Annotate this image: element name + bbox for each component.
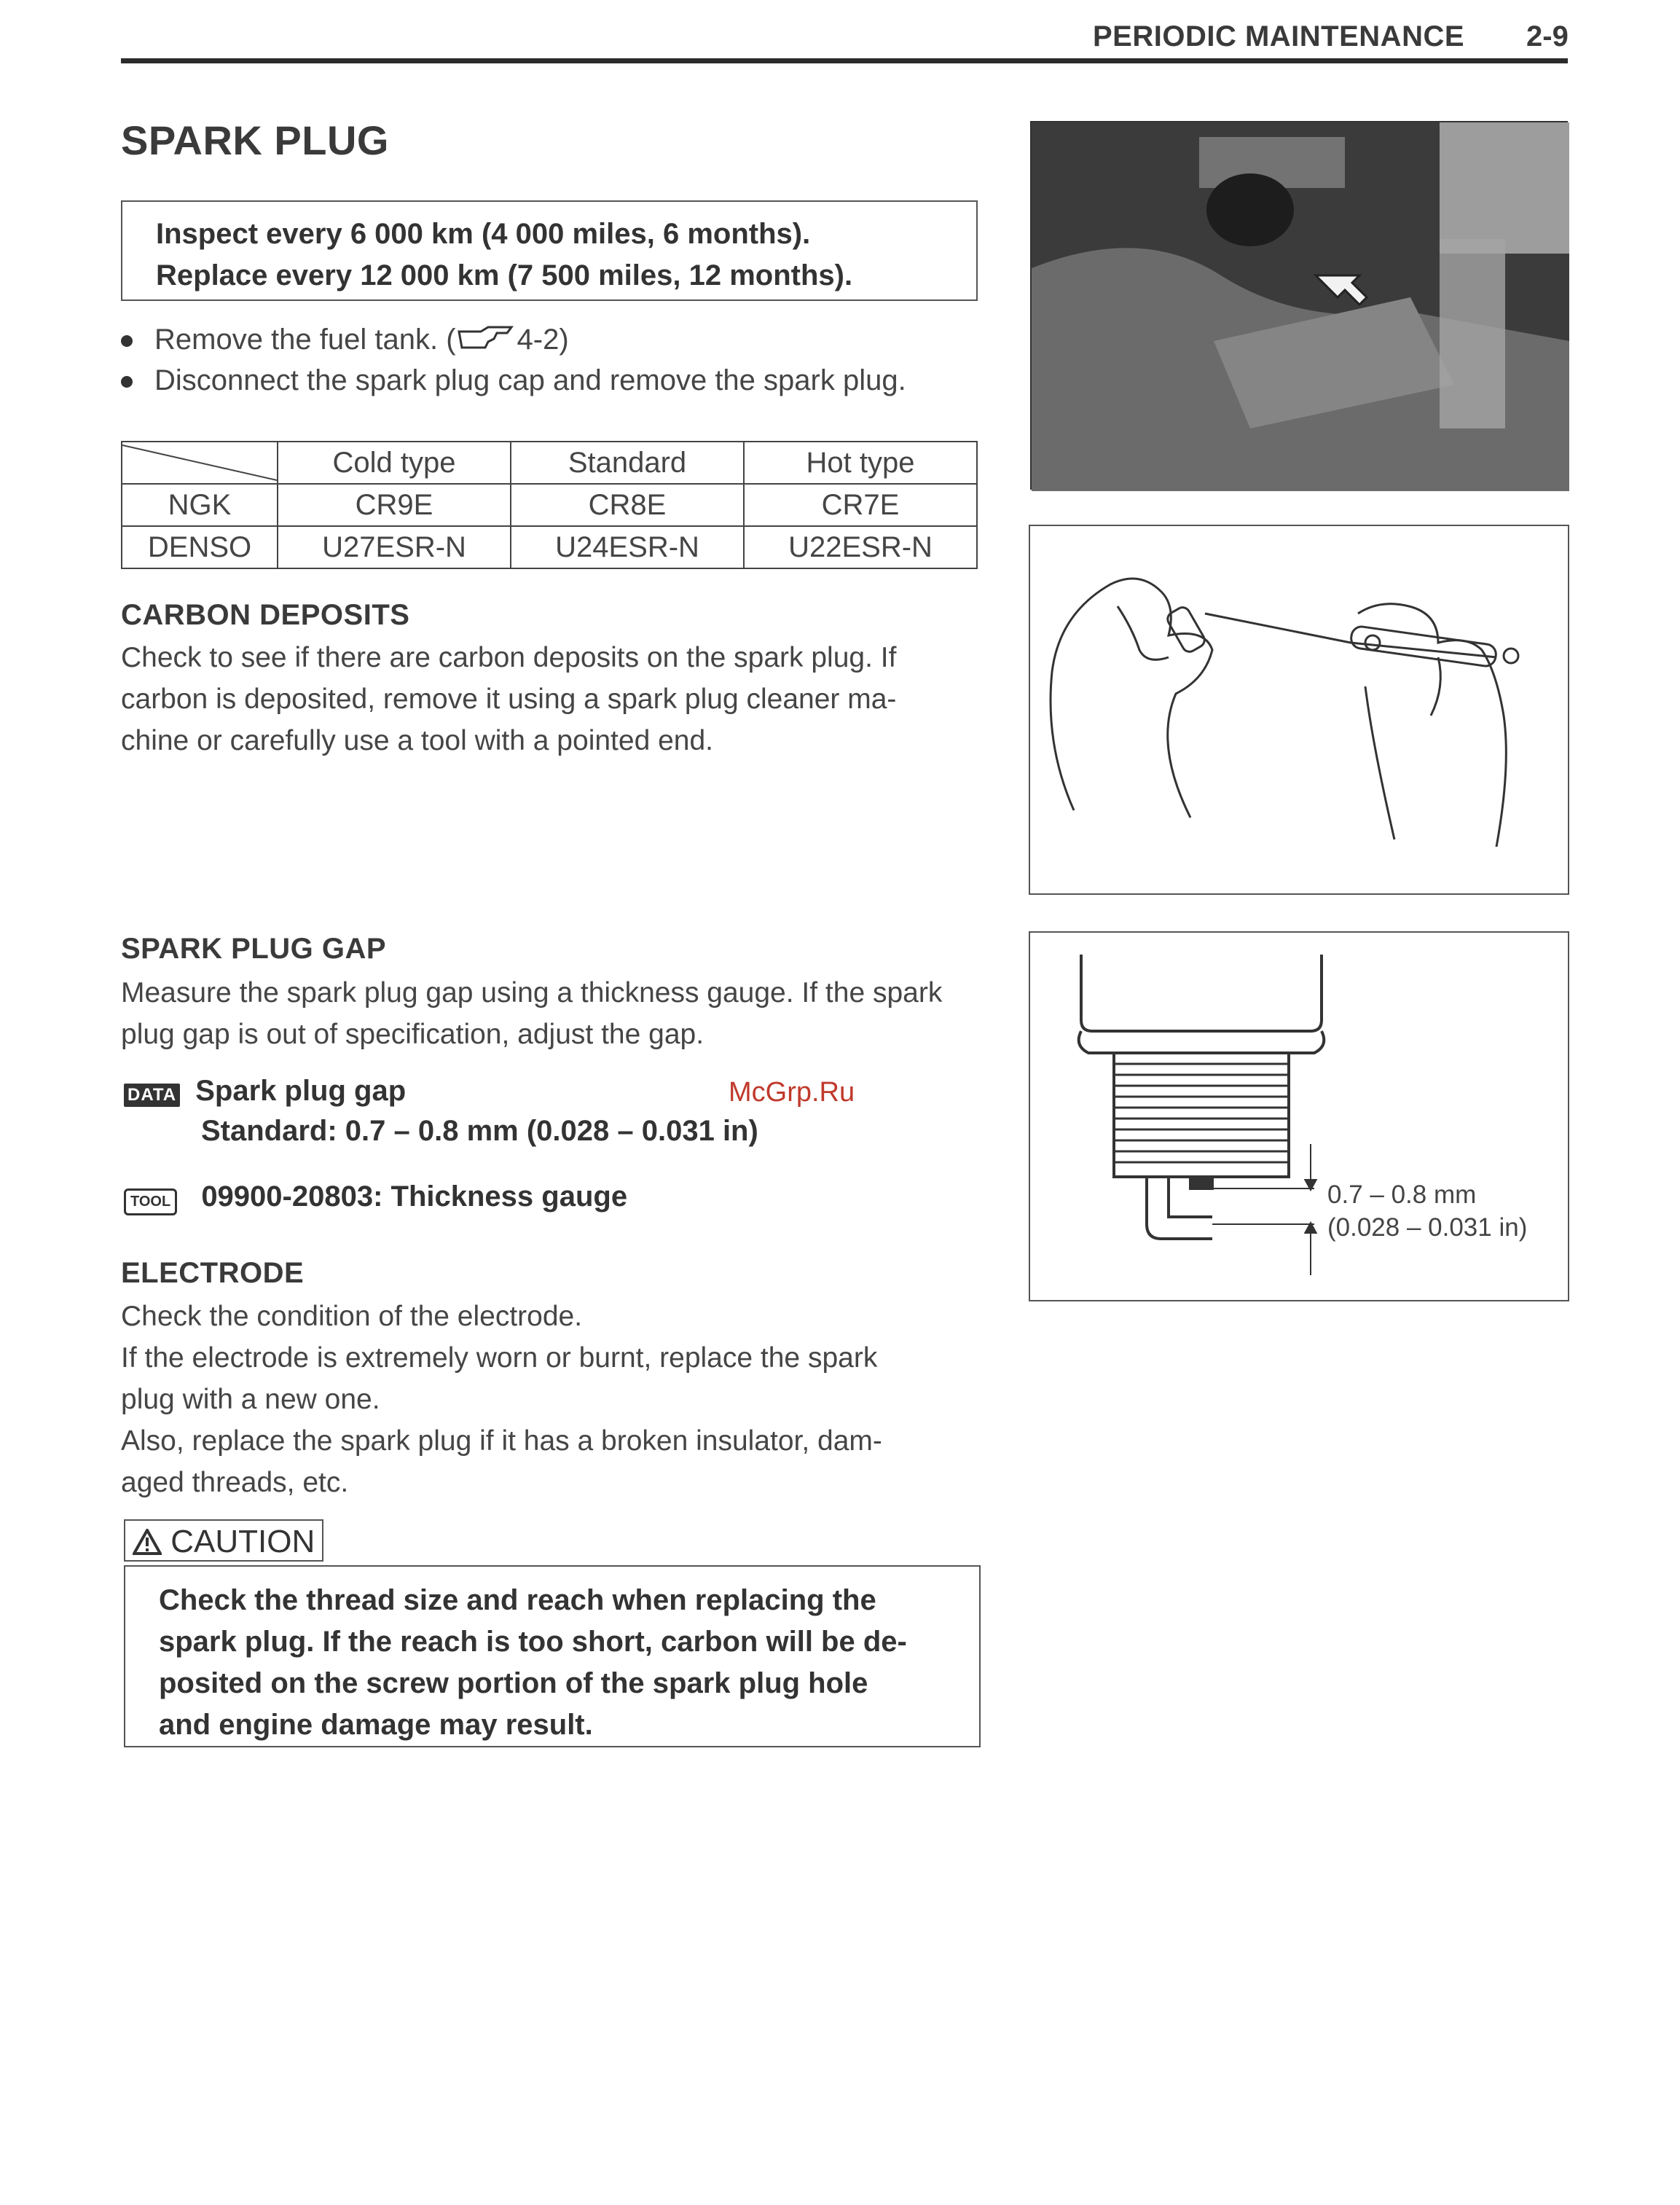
page-heading: SPARK PLUG <box>121 117 389 163</box>
electrode-line: plug with a new one. <box>121 1384 380 1415</box>
caution-tag <box>124 1519 323 1562</box>
table-header-cell: Cold type <box>278 442 511 484</box>
tool-spec <box>124 1180 627 1215</box>
step-remove-fuel-tank <box>121 324 569 356</box>
data-label: Spark plug gap <box>195 1075 407 1107</box>
caution-label: CAUTION <box>170 1524 315 1559</box>
caution-box <box>124 1565 981 1747</box>
table-cell: CR9E <box>278 484 511 526</box>
step-text: Disconnect the spark plug cap and remove the spark plug. <box>154 364 906 396</box>
step-disconnect-cap <box>121 364 906 397</box>
table-cell: CR7E <box>744 484 977 526</box>
carbon-line: Check to see if there are carbon deposits on the spark plug. If <box>121 642 897 673</box>
cleaning-figure <box>1029 525 1569 895</box>
table-corner-cell <box>122 442 278 484</box>
table-brand-cell: NGK <box>122 484 278 526</box>
table-cell: U24ESR-N <box>511 526 744 568</box>
table-row <box>122 526 977 568</box>
engine-photo-art <box>1032 122 1569 491</box>
electrode-line: Also, replace the spark plug if it has a broken insulator, dam- <box>121 1425 882 1457</box>
gap-value-in: (0.028 – 0.031 in) <box>1327 1213 1528 1242</box>
gap-heading: SPARK PLUG GAP <box>121 933 387 965</box>
gap-line: Measure the spark plug gap using a thickness gauge. If the spark <box>121 977 943 1008</box>
carbon-line: carbon is deposited, remove it using a spark plug cleaner ma- <box>121 684 897 715</box>
electrode-line: aged threads, etc. <box>121 1467 349 1498</box>
table-cell: U27ESR-N <box>278 526 511 568</box>
header-rule <box>121 58 1568 63</box>
electrode-line: Check the condition of the electrode. <box>121 1301 583 1332</box>
gap-line: plug gap is out of specification, adjust the gap. <box>121 1019 704 1050</box>
electrode-line: If the electrode is extremely worn or burnt, replace the spark <box>121 1342 878 1374</box>
caution-line: posited on the screw portion of the spark plug hole <box>159 1667 868 1699</box>
interval-box <box>121 200 978 301</box>
carbon-heading: CARBON DEPOSITS <box>121 599 410 631</box>
table-cell: CR8E <box>511 484 744 526</box>
carbon-line: chine or carefully use a tool with a pointed end. <box>121 725 714 756</box>
electrode-heading: ELECTRODE <box>121 1257 305 1289</box>
bullet-icon <box>121 335 133 347</box>
data-value: Standard: 0.7 – 0.8 mm (0.028 – 0.031 in) <box>201 1115 758 1147</box>
data-icon: DATA <box>124 1084 180 1107</box>
caution-line: and engine damage may result. <box>159 1709 593 1741</box>
warning-triangle-icon <box>133 1529 162 1555</box>
electrode-body <box>121 1296 988 1503</box>
watermark: McGrp.Ru <box>729 1077 855 1108</box>
page-number: 2-9 <box>1526 20 1569 52</box>
interval-inspect: Inspect every 6 000 km (4 000 miles, 6 months). <box>156 218 811 250</box>
engine-photo <box>1030 121 1568 490</box>
table-header-row <box>122 442 977 484</box>
hands-cleaning-plug-art <box>1030 526 1568 893</box>
interval-replace: Replace every 12 000 km (7 500 miles, 12 months). <box>156 259 853 291</box>
gap-figure <box>1029 931 1569 1301</box>
gap-value-mm: 0.7 – 0.8 mm <box>1327 1180 1477 1209</box>
table-brand-cell: DENSO <box>122 526 278 568</box>
data-spec <box>124 1075 406 1108</box>
table-header-cell: Hot type <box>744 442 977 484</box>
spark-plug-table <box>121 441 978 569</box>
table-row <box>122 484 977 526</box>
tool-icon: TOOL <box>124 1188 177 1215</box>
tool-text: 09900-20803: Thickness gauge <box>201 1180 628 1213</box>
bullet-icon <box>121 376 133 388</box>
table-header-cell: Standard <box>511 442 744 484</box>
step-reference: 4-2) <box>517 324 569 356</box>
section-title: PERIODIC MAINTENANCE <box>1093 20 1465 52</box>
diagonal-line <box>122 442 277 483</box>
reference-hand-icon <box>456 326 517 352</box>
carbon-body <box>121 637 988 761</box>
gap-body <box>121 972 988 1055</box>
table-cell: U22ESR-N <box>744 526 977 568</box>
caution-line: Check the thread size and reach when replacing the <box>159 1584 876 1616</box>
caution-line: spark plug. If the reach is too short, carbon will be de- <box>159 1626 907 1658</box>
step-text: Remove the fuel tank. ( <box>154 324 456 356</box>
spark-plug-gap-diagram <box>1030 933 1568 1300</box>
